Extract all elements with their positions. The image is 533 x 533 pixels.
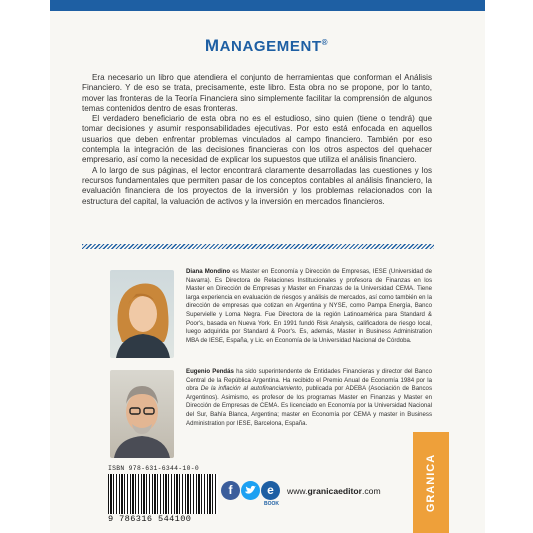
publisher-tab <box>413 432 449 533</box>
isbn-barcode <box>108 465 218 524</box>
intro-paragraph: El verdadero beneficiario de esta obra no es el estudioso, sino quien (tiene o tendrá) que tomar decisiones y asumir responsabilidades ejecutivas. Por esto está enfocada en aquellos usuarios que deben enfrentar problemas vinculados al campo financiero. También por eso contempla la integración de las decisiones financieras con los otros aspectos del quehacer empresario, así como la necesidad de explicar los supuestos que utiliza el análisis financiero. <box>82 114 432 165</box>
intro-paragraph: A lo largo de sus páginas, el lector encontrará claramente desarrolladas las cuestiones y los recursos fundamentales que permiten pasar de los conceptos contables al análisis financiero, la evaluación financiera de los proyectos de la inversión y los problemas relacionados con la estructura del capital, la valuación de activos y la inversión en mercados financieros. <box>82 165 432 206</box>
isbn-label: ISBN 978-631-6344-10-0 <box>108 465 199 472</box>
author-bio-text: ha sido superintendente de Entidades Financieras y director del Banco Central de la República Argentina. Ha recibido el Premio Anual de Economía 1984 por la obra <box>186 368 432 393</box>
publisher-website[interactable]: www.granicaeditor.com <box>287 486 381 496</box>
publisher-name: GRANICA <box>425 453 437 512</box>
twitter-icon[interactable] <box>241 481 260 500</box>
author-photo-mondino <box>110 270 174 358</box>
author-name: Diana Mondino <box>186 268 231 275</box>
author-bio-text: , publicada por ADEBA (Asociación de Bancos Argentinos). Asimismo, es profesor de los programas Master en Finanzas y Master en Dirección de Empresas de CEMA. Es licenciado en Economía por la Universidad Nacional del Sur, Bahía Blanca, Argentina; master en Economía por CEMA y master in Business Administration por IESE, Barcelona, España. <box>186 385 432 427</box>
ebook-label: BOOK <box>264 501 279 507</box>
top-color-bar <box>50 0 485 11</box>
author-bio-pendas <box>186 368 432 428</box>
author-bio-mondino <box>186 268 432 345</box>
ebook-icon[interactable]: e <box>261 481 280 500</box>
intro-text <box>82 73 432 207</box>
series-logo: MANAGEMENT® <box>204 36 329 55</box>
isbn-number: 9 786316 544100 <box>108 514 218 524</box>
book-title-italic: De la inflación al autofinanciamiento <box>200 385 302 393</box>
author-bio-text: es Master en Economía y Dirección de Empresas, IESE (Universidad de Navarra). Es Directora de Relaciones Institucionales y profesora de Finanzas en los Master en Dirección de Empresas y Master en Finanzas de la Universidad CEMA. Tiene larga experiencia en evaluación de riesgos y análisis de mercados, así como también en la dirección de empresas que cotizan en Argentina y NYSE, como Pampa Energía, Banco Supervielle y Loma Negra. Fue Directora de la región Latinoamérica para Standard & Poor's, basada en Nueva York. En 1991 fundó Risk Analysis, calificadora de riesgo local, luego adquirida por Standard & Poor's. Es, además, Master in Business Administration MBA de IESE, España, y Lic. en Economía de la Universidad Nacional de Córdoba. <box>186 268 432 344</box>
intro-paragraph: Era necesario un libro que atendiera el conjunto de herramientas que conforman el Análisis Financiero. Y de eso se trata, precisamente, este libro. Esta obra no se propone, por lo tanto, mover las fronteras de la Teoría Financiera sino simplemente facilitar la comprensión de algunos temas contenidos dentro de esas fronteras. <box>82 73 432 113</box>
author-photo-pendas <box>110 370 174 458</box>
hatched-divider <box>82 244 434 249</box>
facebook-icon[interactable]: f <box>221 481 240 500</box>
author-name: Eugenio Pendás <box>186 368 234 375</box>
barcode-bars <box>108 474 218 516</box>
